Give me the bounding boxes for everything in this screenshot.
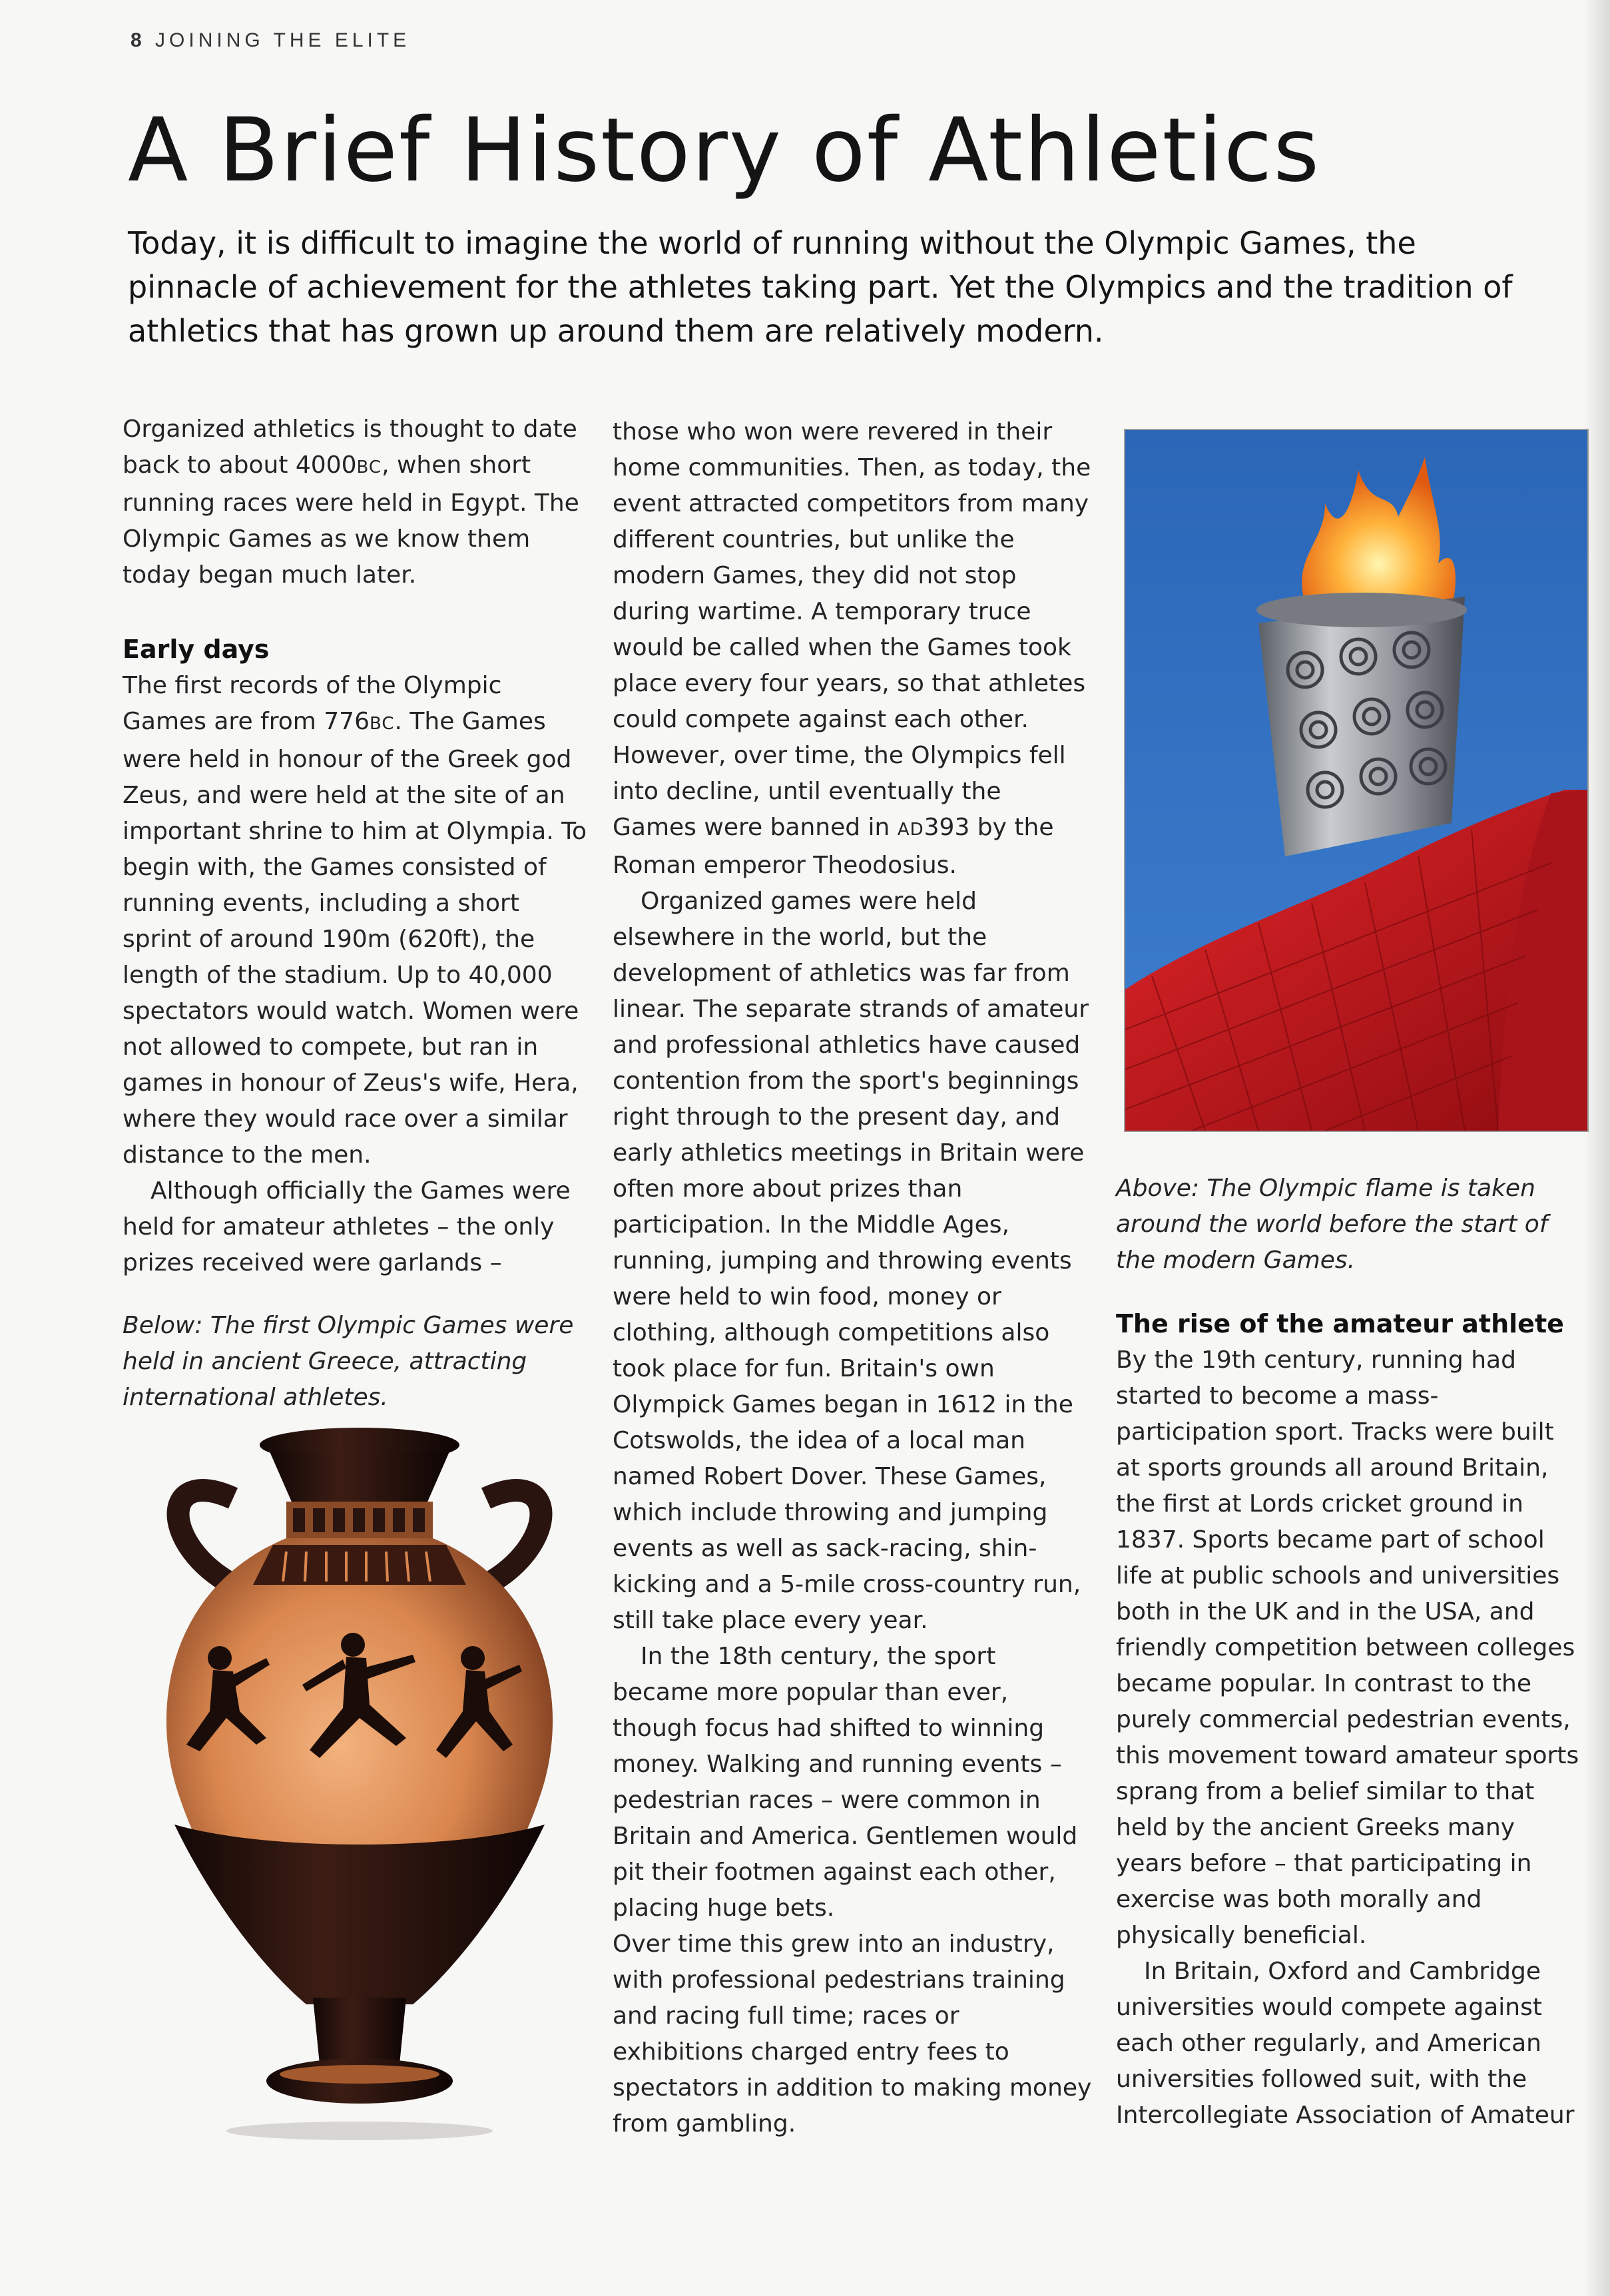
section-title: JOINING THE ELITE [155,29,411,51]
greek-vase-image [133,1425,586,2144]
heading-early-days: Early days [123,635,270,664]
col1-paragraph-3: Although officially the Games were held for amateur athletes – the only prizes received were garlands – [123,1177,571,1277]
olympic-flame-photo [1124,429,1589,1132]
heading-rise-of-amateur-athlete: The rise of the amateur athlete [1116,1309,1564,1338]
running-head [131,29,410,52]
vase-caption: Below: The first Olympic Games were held in ancient Greece, attracting international athletes. [123,1312,574,1411]
page-edge-shadow [1583,0,1610,2296]
column-middle [613,414,1092,2142]
col1-paragraph-1: Organized athletics is thought to date back to about 4000BC, when short running races were held in Egypt. The Olympic Games as we know them today began much later. [123,416,579,589]
col1-paragraph-2: The first records of the Olympic Games are from 776BC. The Games were held in honour of the Greek god Zeus, and were held at the site of an important shrine to him at Olympia. To begin with, the Games consisted of running events, including a short sprint of around 190m (620ft), the length of the stadium. Up to 40,000 spectators would watch. Women were not allowed to compete, but ran in games in honour of Zeus's wife, Hera, where they would race over a similar distance to the men. [123,672,587,1169]
flame-caption: Above: The Olympic flame is taken around the world before the start of the modern Games. [1116,1175,1548,1274]
col3-paragraph-2: In Britain, Oxford and Cambridge universities would compete against each other regularly, and American universities followed suit, with the Intercollegiate Association of Amateur [1116,1958,1575,2129]
col2-paragraph-3: In the 18th century, the sport became more popular than ever, though focus had shifted to winning money. Walking and running events – pedestrian races – were common in Britain and America. Gentlemen would pit their footmen against each other, placing huge bets. [613,1643,1078,1922]
page-number: 8 [131,29,143,51]
page-title: A Brief History of Athletics [128,99,1321,202]
col3-paragraph-1: By the 19th century, running had started to become a mass-participation sport. Tracks were built at sports grounds all around Britain, the first at Lords cricket ground in 1837. Sports became part of school life at public schools and universities both in the UK and in the USA, and friendly competition between colleges became popular. In contrast to the purely commercial pedestrian events, this movement toward amateur sports sprang from a belief similar to that held by the ancient Greeks many years before – that participating in exercise was both morally and physically beneficial. [1116,1346,1579,1949]
col2-paragraph-2: Organized games were held elsewhere in the world, but the development of athletics was far from linear. The separate strands of amateur and professional athletics have caused contention from the sport's beginnings right through to the present day, and early athletics meetings in Britain were often more about prizes than participation. In the Middle Ages, running, jumping and throwing events were held to win food, money or clothing, although competitions also took place for fun. Britain's own Olympick Games began in 1612 in the Cotswolds, the idea of a local man named Robert Dover. These Games, which include throwing and jumping events as well as sack-racing, shin-kicking and a 5-mile cross-country run, still take place every year. [613,888,1089,1634]
col2-paragraph-4: Over time this grew into an industry, with professional pedestrians training and racing full time; races or exhibitions charged entry fees to spectators in addition to making money from gambling. [613,1930,1092,2138]
col2-paragraph-1: those who won were revered in their home communities. Then, as today, the event attracted competitors from many different countries, but unlike the modern Games, they did not stop during wartime. A temporary truce would be called when the Games took place every four years, so that athletes could compete against each other. However, over time, the Olympics fell into decline, until eventually the Games were banned in AD393 by the Roman emperor Theodosius. [613,418,1091,879]
column-left [123,412,589,1416]
column-right [1116,1171,1582,2134]
intro-paragraph: Today, it is difficult to imagine the world of running without the Olympic Games, the pinnacle of achievement for the athletes taking part. Yet the Olympics and the tradition of athletics that has grown up around them are relatively modern. [128,225,1513,349]
